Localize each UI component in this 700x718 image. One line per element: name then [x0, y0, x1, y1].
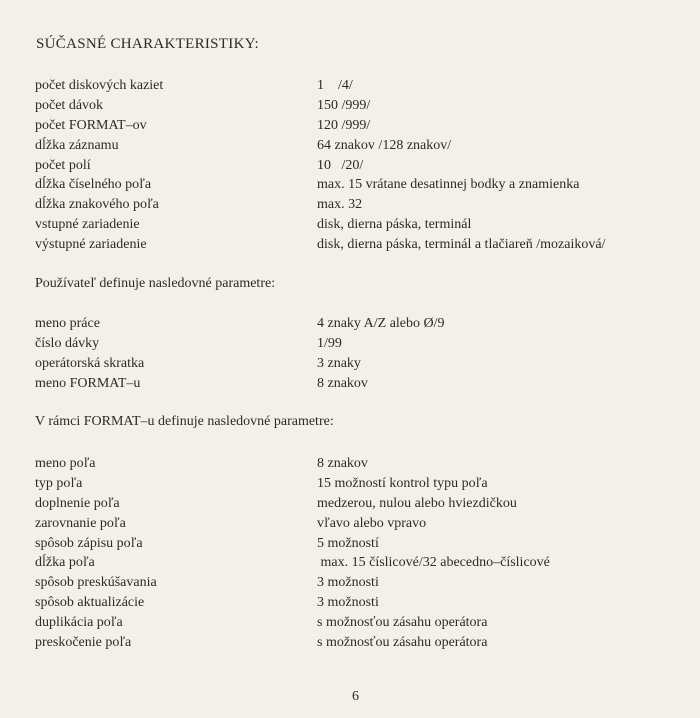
list-row [35, 215, 695, 235]
row-label: doplnenie poľa [35, 495, 120, 511]
row-label: meno poľa [35, 456, 96, 471]
list-row [35, 474, 695, 494]
row-value: disk, dierna páska, terminál a tlačiareň /mozaiková/ [317, 237, 606, 253]
row-value: medzerou, nulou alebo hviezdičkou [317, 495, 517, 511]
row-value: 4 znaky A/Z alebo Ø/9 [317, 316, 445, 331]
row-value: 5 možností [317, 535, 379, 551]
list-row [35, 156, 695, 176]
list-row [35, 136, 695, 156]
row-value: max. 15 vrátane desatinnej bodky a znamienka [317, 177, 580, 193]
list-row [35, 354, 695, 374]
list-row [35, 514, 695, 534]
row-label: operátorská skratka [35, 355, 145, 371]
row-label: meno práce [35, 316, 100, 331]
row-value: max. 32 [317, 197, 363, 213]
list-row [35, 116, 695, 136]
row-label: preskočenie poľa [35, 635, 132, 651]
row-value: 3 znaky [317, 355, 361, 371]
row-value: vľavo alebo vpravo [317, 515, 427, 531]
row-value: 1/99 [317, 335, 342, 351]
row-value: 150 /999/ [317, 97, 371, 113]
row-label: meno FORMAT–u [35, 375, 141, 391]
row-value: 15 možností kontrol typu poľa [317, 475, 488, 491]
row-value: 3 možnosti [317, 595, 379, 611]
row-value: 3 možnosti [317, 575, 379, 591]
list-row [35, 593, 695, 613]
row-label: výstupné zariadenie [35, 237, 147, 253]
list-row [35, 633, 695, 653]
list-row [35, 175, 695, 195]
row-value: s možnosťou zásahu operátora [317, 615, 488, 631]
list-row [35, 96, 695, 116]
list-row [35, 374, 695, 394]
row-label: číslo dávky [35, 335, 100, 351]
characteristics-list [35, 76, 695, 255]
row-label: počet polí [35, 157, 91, 173]
row-value: 8 znakov [317, 456, 368, 471]
format-params-intro: V rámci FORMAT–u definuje nasledovné parametre: [35, 414, 334, 429]
row-label: dĺžka číselného poľa [35, 177, 152, 193]
row-value: 120 /999/ [317, 117, 371, 133]
row-label: počet diskových kaziet [35, 78, 164, 93]
page-number: 6 [352, 689, 359, 704]
row-value: s možnosťou zásahu operátora [317, 635, 488, 651]
list-row [35, 76, 695, 96]
row-label: vstupné zariadenie [35, 217, 140, 233]
user-params-intro: Používateľ definuje nasledovné parametre: [35, 276, 276, 291]
list-row [35, 314, 695, 334]
list-row [35, 534, 695, 554]
row-value: 10 /20/ [317, 157, 364, 173]
row-label: dĺžka znakového poľa [35, 197, 159, 213]
row-value: 64 znakov /128 znakov/ [317, 137, 452, 153]
row-label: dĺžka poľa [35, 555, 95, 571]
row-label: spôsob zápisu poľa [35, 535, 143, 551]
row-value: 8 znakov [317, 375, 368, 391]
row-label: zarovnanie poľa [35, 515, 126, 531]
row-label: typ poľa [35, 475, 83, 491]
row-label: spôsob aktualizácie [35, 595, 145, 611]
list-row [35, 553, 695, 573]
format-params-list [35, 454, 695, 653]
row-label: duplikácia poľa [35, 615, 123, 631]
row-value: disk, dierna páska, terminál [317, 217, 472, 233]
list-row [35, 195, 695, 215]
row-label: dĺžka záznamu [35, 137, 119, 153]
list-row [35, 494, 695, 514]
row-value: max. 15 číslicové/32 abecedno–číslicové [317, 555, 550, 571]
row-label: počet dávok [35, 97, 104, 113]
user-params-list [35, 314, 695, 394]
list-row [35, 235, 695, 255]
row-label: počet FORMAT–ov [35, 117, 147, 133]
list-row [35, 573, 695, 593]
row-label: spôsob preskúšavania [35, 575, 157, 591]
section-heading: SÚČASNÉ CHARAKTERISTIKY: [36, 36, 259, 52]
list-row [35, 613, 695, 633]
row-value: 1 /4/ [317, 78, 353, 93]
list-row [35, 454, 695, 474]
list-row [35, 334, 695, 354]
